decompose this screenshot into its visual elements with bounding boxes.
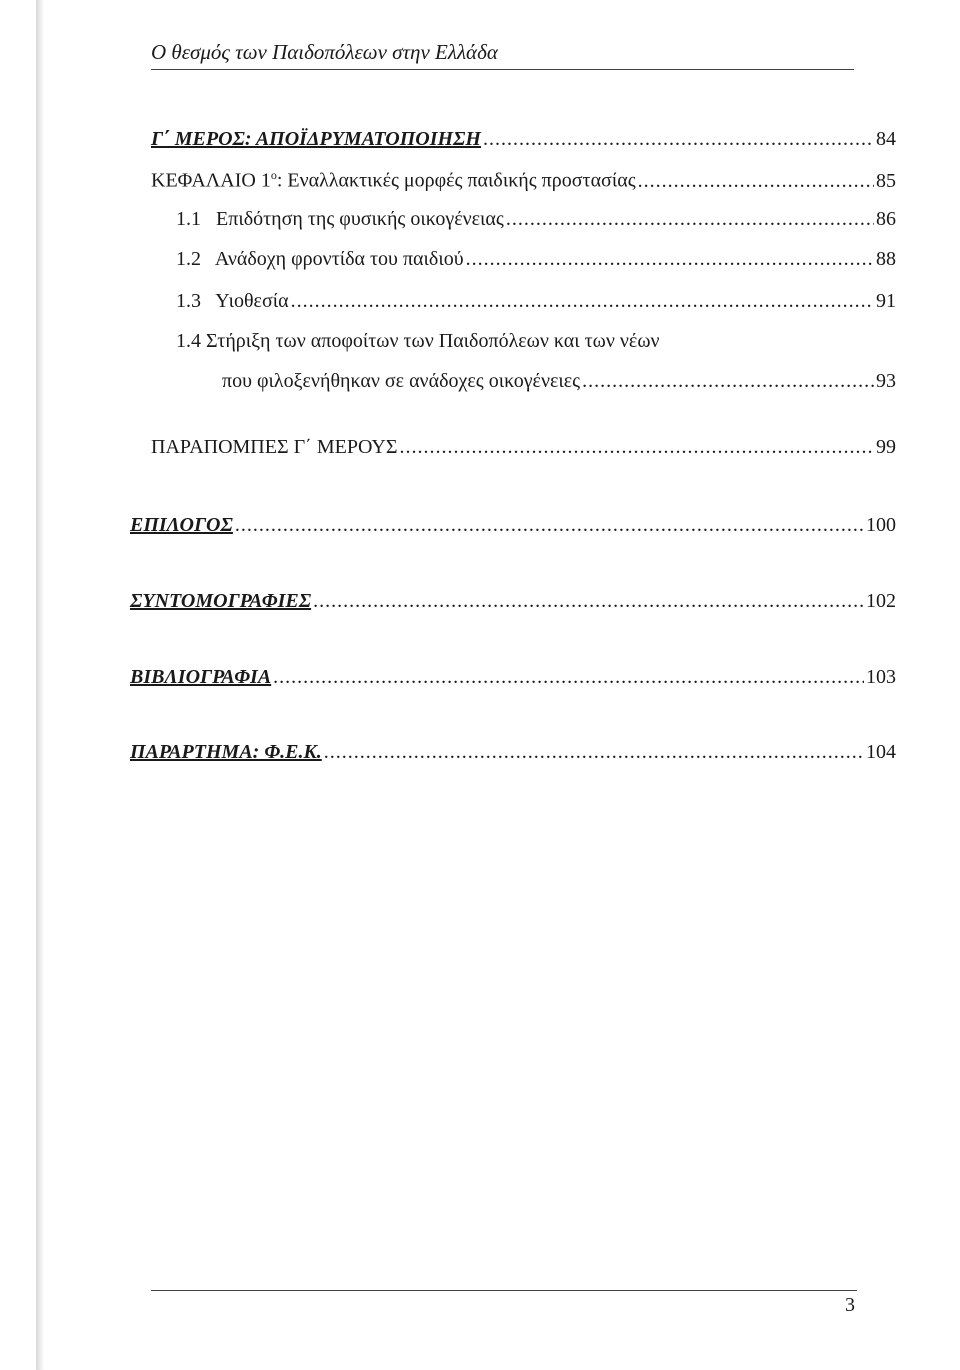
toc-entry-notes-part-c xyxy=(151,436,896,459)
toc-entry-title: ΚΕΦΑΛΑΙΟ $1^o$: Εναλλακτικές μορφές παιδικής προστασίας xyxy=(151,168,636,192)
toc-page-number: 85 xyxy=(876,169,896,192)
toc-page-number: 86 xyxy=(876,208,896,230)
toc-leader xyxy=(324,741,864,764)
toc-entry-title: ΕΠΙΛΟΓΟΣ xyxy=(130,514,233,536)
footer-rule xyxy=(151,1290,857,1291)
toc-page-number: 99 xyxy=(876,436,896,458)
toc-entry-chapter-1 xyxy=(151,168,896,193)
toc-leader xyxy=(273,666,864,689)
toc-leader xyxy=(291,290,874,313)
toc-page-number: 104 xyxy=(866,741,896,763)
toc-page-number: 102 xyxy=(866,590,896,612)
toc-page-number: 84 xyxy=(876,128,896,150)
toc-leader xyxy=(313,590,864,613)
toc-page-number: 100 xyxy=(866,514,896,536)
toc-page-number: 88 xyxy=(876,248,896,270)
toc-entry-abbreviations xyxy=(130,590,896,613)
toc-entry-1-2 xyxy=(176,248,896,271)
toc-page-number: 93 xyxy=(876,370,896,392)
toc-leader xyxy=(582,370,874,393)
toc-entry-title: ΒΙΒΛΙΟΓΡΑΦΙΑ xyxy=(130,666,272,688)
toc-entry-1-4 xyxy=(222,370,896,393)
toc-page-number: 91 xyxy=(876,290,896,312)
toc-entry-1-1 xyxy=(176,208,896,231)
toc-page-number: 103 xyxy=(866,666,896,688)
toc-leader xyxy=(483,128,874,151)
toc-entry-1-4-line1: 1.4 Στήριξη των αποφοίτων των Παιδοπόλεων και των νέων xyxy=(176,330,660,352)
toc-entry-appendix xyxy=(130,741,896,764)
toc-entry-epilogue xyxy=(130,514,896,537)
toc-entry-title: Γ΄ ΜΕΡΟΣ: ΑΠΟΪΔΡΥΜΑΤΟΠΟΙΗΣΗ xyxy=(151,128,481,150)
toc-entry-title: 1.2 Ανάδοχη φροντίδα του παιδιού xyxy=(176,248,464,270)
running-header: Ο θεσμός των Παιδοπόλεων στην Ελλάδα xyxy=(151,40,498,64)
toc-entry-title: 1.3 Υιοθεσία xyxy=(176,290,289,312)
toc-entry-part-c xyxy=(151,128,896,151)
toc-leader xyxy=(399,436,874,459)
toc-leader xyxy=(506,208,874,231)
toc-leader xyxy=(638,170,874,193)
toc-entry-title: ΠΑΡΑΠΟΜΠΕΣ Γ΄ ΜΕΡΟΥΣ xyxy=(151,436,398,458)
toc-entry-title: ΣΥΝΤΟΜΟΓΡΑΦΙΕΣ xyxy=(130,590,312,612)
header-rule xyxy=(151,69,854,70)
page-number: 3 xyxy=(845,1294,855,1316)
toc-entry-1-3 xyxy=(176,290,896,313)
toc-entry-bibliography xyxy=(130,666,896,689)
toc-entry-title: ΠΑΡΑΡΤΗΜΑ: Φ.Ε.Κ. xyxy=(130,741,322,763)
toc-leader xyxy=(466,248,874,271)
scan-edge xyxy=(36,0,44,1370)
toc-leader xyxy=(235,514,864,537)
toc-entry-title: 1.1 Επιδότηση της φυσικής οικογένειας xyxy=(176,208,504,230)
toc-entry-title: που φιλοξενήθηκαν σε ανάδοχες οικογένειες xyxy=(222,370,581,392)
